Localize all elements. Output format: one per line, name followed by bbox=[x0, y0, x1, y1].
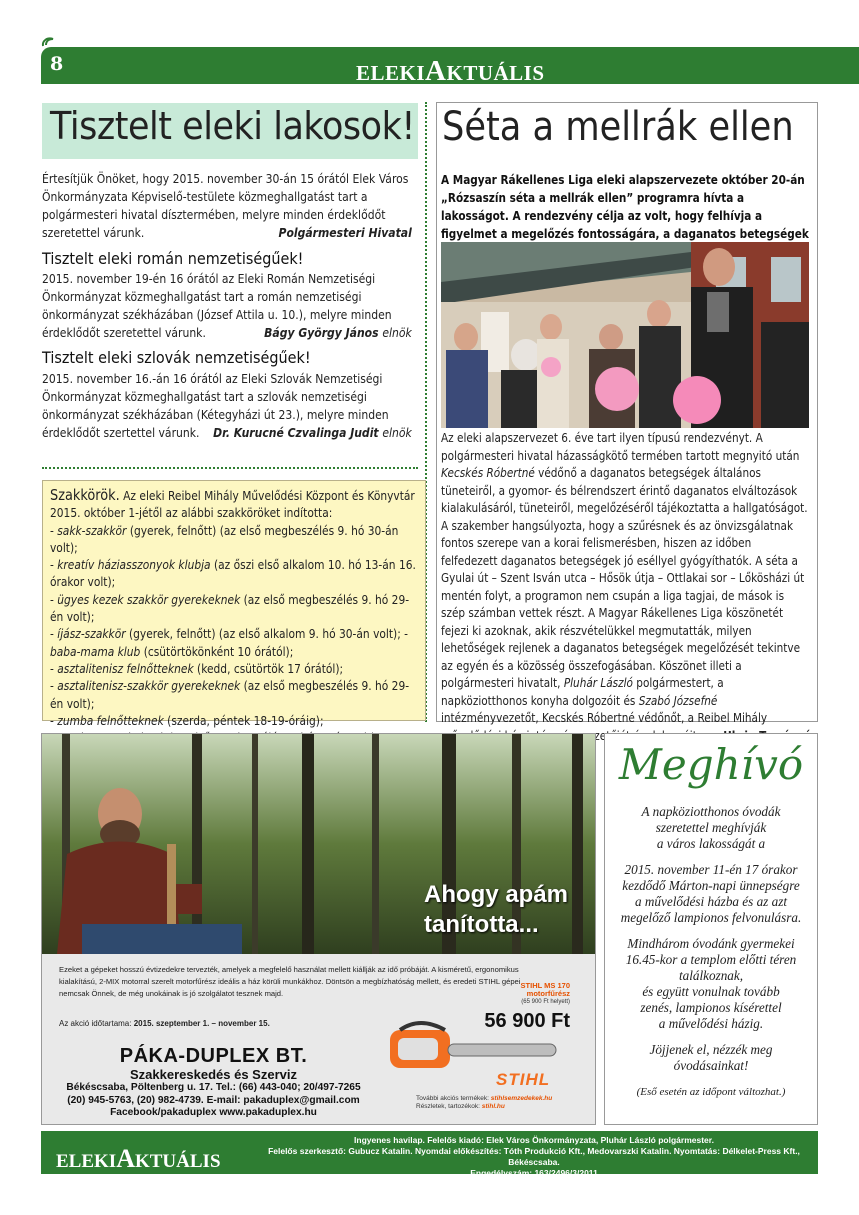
right-article-intro: A Magyar Rákellenes Liga eleki alapszervezete október 20-án „Rózsaszín séta a mellrák ellen” programra hívta a lakosságot. A rendezvény célja az volt, hogy felhívja a figyelmet a megelőzés fontosságára, a daganatos betegségek bbox=[441, 173, 809, 241]
advert-text: Ezeket a gépeket hosszú évtizedekre tervezték, amelyek a megfelelő használat mellett kiállják az idő próbáját. A kisméretű, ergonomikus kialakítású, 2-MIX motorral szerelt motorfűrész ideális a ház körüli munkákhoz. Döntsön a megbízhatóság mellett, és eredeti STIHL gépei nemcsak Önnek, de még unokáinak is jó szolgálatot tesznek majd. bbox=[59, 965, 521, 998]
advert-period: Az akció időtartama: 2015. szeptember 1. – november 15. bbox=[59, 1019, 270, 1028]
advert-price: 56 900 Ft bbox=[484, 1010, 570, 1032]
club-item: - sakk-szakkör (gyerek, felnőtt) (az első megbeszélés 9. hó 30-án volt); bbox=[50, 522, 399, 555]
left-article-title: Tisztelt eleki lakosok! bbox=[50, 104, 415, 148]
walk-photo bbox=[441, 242, 809, 428]
dotted-divider-horizontal bbox=[42, 467, 418, 469]
romanian-heading: Tisztelt eleki román nemzetiségűek! bbox=[42, 249, 304, 268]
advert-product: STIHL MS 170 motorfűrész (65 900 Ft helyett) bbox=[520, 981, 570, 1005]
page-number: 8 bbox=[50, 53, 64, 75]
club-item: - zumba felnőtteknek (szerda, péntek 18-19-óráig); bbox=[50, 712, 324, 728]
right-article-body: Az eleki alapszervezet 6. éve tart ilyen típusú rendezvényt. A polgármesteri hivatal házasságkötő termében tartott megnyitó után Kecskés Róbertné védőnő a daganatos betegségek általános tüneteiről, a gyomor- és bélrendszert érintő daganatos elváltozások kialakulásáról, tüneteiről, megelőzéséről tájékoztatta a hallgatóságot. A szakember hangsúlyozta, hogy a szűrésnek és az önvizsgálatnak fontos szerepe van a korai felismerésben, hiszen az időben felfedezett daganatos betegségek jó eséllyel gyógyíthatók. A séta a Gyulai út – Szent Isván utca – Hősök útja – Ottlakai sor – Lőkösházi út mentén folyt, a programon nem csupán a liga tagjai, de mások is szép számban vettek részt. A Magyar Rákellenes Liga köszönetét fejezi ki azoknak, akik részvételükkel megmutatták, milyen lehetőségek rejlenek a daganatos betegségek megelőzését tekintve az egyén és a közösség összefogásában. Köszönet illeti a polgármesteri hivatalt, Pluhár László polgármestert, a napköziotthonos konyha dolgozóit és Szabó Józsefné intézményvezetőt, Kecskés Róbertné védőnőt, a Reibel Mihály bbox=[441, 430, 811, 745]
notice-signature-1: Polgármesteri Hivatal bbox=[278, 225, 412, 240]
advert-more-info: További akciós termékek: stihlsemzedekek.hu Részletek, tartozékok: stihl.hu bbox=[416, 1095, 553, 1110]
header-title: ELEKIAKTUÁLIS bbox=[356, 55, 545, 87]
notice-paragraph-3: 2015. november 16.-án 16 órától az Eleki Szlovák Nemzetiségi Önkormányzat közmeghallgatást tart a szlovák nemzetiségi önkormányzat székházában (Kétegyházi út 23.), melyre minden érdeklődőt szertettel várunk. Dr. Kurucné Czvalinga Judit elnök bbox=[42, 371, 412, 440]
right-article-title: Séta a mellrák ellen bbox=[442, 104, 794, 150]
notice-paragraph-1: Értesítjük Önöket, hogy 2015. november 30-án 15 órától Elek Város Önkormányzata Képviselő-testülete közmeghallgatást tart a polgármesteri hivatal dísztermében, melyre minden érdeklődőt szeretettel várunk. Polgármesteri Hivatal bbox=[42, 171, 412, 240]
invitation-body: A napköziotthonos óvodák szeretettel meghívják a város lakosságát a 2015. november 11-én 17 órakor kezdődő Márton-napi ünnepségre a művelődési házba és az azt megelőző lampionos felvonulásra. Mindhárom óvodánk gyermekei 16.45-kor a templom előtti téren találkoznak, és együtt vonulnak tovább zenés, lampionos kísérettel a művelődési házig. Jöjjenek el, nézzék meg óvodásainkat! (Eső esetén az időpont változhat.) bbox=[604, 804, 818, 1100]
club-item: - íjász-szakkör (gyerek, felnőtt) (az első alkalom 9. hó 30-án volt); - baba-mama klub (csütörtökönként 10 órától); bbox=[50, 626, 409, 659]
invitation-title: Meghívó bbox=[618, 740, 804, 789]
slovak-heading: Tisztelt eleki szlovák nemzetiségűek! bbox=[42, 348, 311, 367]
notice-signature-3: Dr. Kurucné Czvalinga Judit elnök bbox=[213, 425, 412, 440]
advert-company: PÁKA-DUPLEX BT. Szakkereskedés és Szerviz Békéscsaba, Pöltenberg u. 17. Tel.: (66) 443-040; 20/497-7265 (20) 945-5763, (20) 982-4739. E-mail: pakaduplex@gmail.com Facebook/pakaduplex www.pakaduplex.hu bbox=[66, 1045, 361, 1118]
clubs-intro: Az eleki Reibel Mihály Művelődési Központ és Könyvtár 2015. október 1-jétől az alábbi szakköröket indította: bbox=[50, 488, 415, 521]
footer-imprint: Ingyenes havilap. Felelős kiadó: Elek Város Önkormányzata, Pluhár László polgármester. Felelős szerkesztő: Gubucz Katalin. Nyomdai előkészítés: Tóth Produkció Kft., Medovarszki Katalin. Nyomtatás: Délkelet-Press Kft., Békéscsaba. Engedélyszám: 163/2496/3/2011 bbox=[268, 1135, 800, 1178]
club-item: - asztalitenisz-szakkör gyerekeknek (az első megbeszélés 9. hó 29-én volt); bbox=[50, 678, 410, 711]
footer-logo: ELEKIAKTUÁLIS bbox=[56, 1144, 221, 1173]
club-item: - asztalitenisz felnőtteknek (kedd, csütörtök 17 órától); bbox=[50, 660, 344, 676]
chainsaw-icon bbox=[390, 1016, 560, 1076]
invitation-note: (Eső esetén az időpont változhat.) bbox=[636, 1086, 786, 1098]
clubs-lead: Szakkörök. bbox=[50, 486, 120, 504]
club-item: - kreatív háziasszonyok klubja (az őszi első alkalom 10. hó 13-án 16. órakor volt); bbox=[50, 557, 416, 590]
stihl-logo: STIHL bbox=[496, 1070, 551, 1089]
advert-slogan: Ahogy apám tanította... bbox=[424, 881, 569, 938]
notice-signature-2: Bágy György János elnök bbox=[264, 325, 412, 340]
club-item: - ügyes kezek szakkör gyerekeknek (az első megbeszélés 9. hó 29-én volt); bbox=[50, 591, 410, 625]
notice-paragraph-2: 2015. november 19-én 16 órától az Eleki Román Nemzetiségi Önkormányzat közmeghallgatást tart a román nemzetiségi önkormányzat székházában (József Attila u. 10.), melyre minden érdeklődőt szeretettel várunk. Bágy György János elnök bbox=[42, 271, 412, 340]
